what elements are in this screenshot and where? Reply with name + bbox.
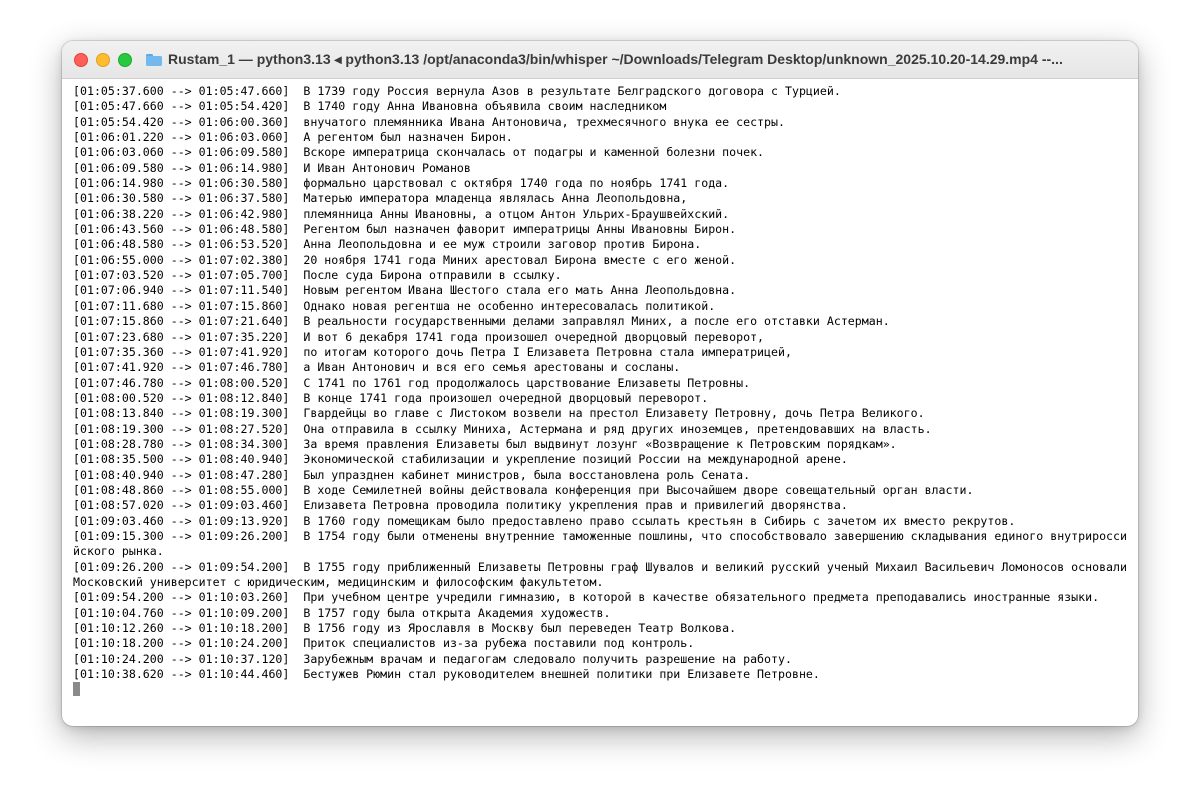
segment-timestamp: [01:10:24.200 --> 01:10:37.120]	[73, 651, 290, 666]
terminal-line	[73, 84, 1130, 99]
terminal-window	[62, 41, 1138, 726]
terminal-line	[73, 130, 1130, 145]
folder-icon	[146, 54, 162, 66]
segment-timestamp: [01:09:26.200 --> 01:09:54.200]	[73, 559, 290, 574]
terminal-line	[73, 529, 1130, 560]
segment-text: формально царствовал с октября 1740 года по ноябрь 1741 года.	[303, 176, 730, 191]
segment-timestamp: [01:09:15.300 --> 01:09:26.200]	[73, 528, 290, 543]
segment-timestamp: [01:08:28.780 --> 01:08:34.300]	[73, 436, 290, 451]
terminal-line	[73, 191, 1130, 206]
terminal-line	[73, 330, 1130, 345]
segment-text: Она отправила в ссылку Миниха, Астермана и ряд других иноземцев, претендовавших на власть.	[303, 421, 932, 436]
segment-text: Вскоре императрица скончалась от подагры и каменной болезни почек.	[303, 145, 765, 160]
segment-timestamp: [01:07:11.680 --> 01:07:15.860]	[73, 298, 290, 313]
segment-text: В 1755 году приближенный Елизаветы Петровны граф Шувалов и великий русский ученый Михаил Васильевич Ломоносов основали Московский университет с юридическим, медицинским и философским факультетом.	[73, 559, 1134, 589]
segment-text: И Иван Антонович Романов	[303, 160, 471, 175]
window-title: Rustam_1 — python3.13 ◂ python3.13 /opt/anaconda3/bin/whisper ~/Downloads/Telegram Desktop/unknown_2025.10.20-14.29.mp4 --...	[168, 51, 1063, 67]
segment-text: 20 ноября 1741 года Миних арестовал Бирона вместе с его женой.	[303, 252, 737, 267]
terminal-line	[73, 222, 1130, 237]
segment-timestamp: [01:10:12.260 --> 01:10:18.200]	[73, 621, 290, 636]
segment-text: Матерью императора младенца являлась Анна Леопольдовна,	[303, 191, 688, 206]
segment-timestamp: [01:08:40.940 --> 01:08:47.280]	[73, 467, 290, 482]
segment-timestamp: [01:08:35.500 --> 01:08:40.940]	[73, 452, 290, 467]
terminal-line	[73, 99, 1130, 114]
terminal-line	[73, 237, 1130, 252]
terminal-line	[73, 652, 1130, 667]
terminal-line	[73, 483, 1130, 498]
terminal-line	[73, 514, 1130, 529]
segment-text: Однако новая регентша не особенно интересовалась политикой.	[303, 298, 716, 313]
terminal-line	[73, 115, 1130, 130]
segment-timestamp: [01:06:03.060 --> 01:06:09.580]	[73, 145, 290, 160]
terminal-line	[73, 468, 1130, 483]
segment-text: В 1739 году Россия вернула Азов в результате Белградского договора с Турцией.	[303, 84, 841, 98]
segment-timestamp: [01:06:43.560 --> 01:06:48.580]	[73, 222, 290, 237]
segment-text: А регентом был назначен Бирон.	[303, 130, 513, 145]
segment-timestamp: [01:06:09.580 --> 01:06:14.980]	[73, 160, 290, 175]
segment-text: Бестужев Рюмин стал руководителем внешней политики при Елизавете Петровне.	[303, 667, 820, 682]
segment-text: В 1757 году была открыта Академия художеств.	[303, 605, 611, 620]
segment-text: В 1754 году были отменены внутренние таможенные пошлины, что способствовало завершению складывания единого внутрироссийского рынка.	[73, 528, 1128, 559]
terminal-line	[73, 621, 1130, 636]
segment-text: Экономической стабилизации и укрепление позиций России на международной арене.	[303, 452, 848, 467]
segment-text: Был упразднен кабинет министров, была восстановлена роль Сената.	[303, 467, 751, 482]
segment-text: по итогам которого дочь Петра I Елизавета Петровна стала императрицей,	[303, 344, 792, 359]
terminal-line	[73, 636, 1130, 651]
close-button[interactable]	[74, 53, 88, 67]
segment-timestamp: [01:06:01.220 --> 01:06:03.060]	[73, 130, 290, 145]
segment-text: В 1756 году из Ярославля в Москву был переведен Театр Волкова.	[303, 621, 737, 636]
terminal-line	[73, 498, 1130, 513]
segment-timestamp: [01:07:41.920 --> 01:07:46.780]	[73, 360, 290, 375]
segment-text: Елизавета Петровна проводила политику укрепления прав и привилегий дворянства.	[303, 498, 848, 513]
terminal-line	[73, 360, 1130, 375]
title-bar[interactable]	[62, 41, 1138, 79]
segment-timestamp: [01:09:03.460 --> 01:09:13.920]	[73, 513, 290, 528]
segment-timestamp: [01:08:13.840 --> 01:08:19.300]	[73, 406, 290, 421]
terminal-line	[73, 314, 1130, 329]
segment-timestamp: [01:06:38.220 --> 01:06:42.980]	[73, 206, 290, 221]
terminal-line	[73, 345, 1130, 360]
segment-timestamp: [01:10:38.620 --> 01:10:44.460]	[73, 667, 290, 682]
terminal-line	[73, 376, 1130, 391]
terminal-line	[73, 253, 1130, 268]
terminal-line	[73, 406, 1130, 421]
segment-text: За время правления Елизаветы был выдвинут лозунг «Возвращение к Петровским порядкам».	[303, 436, 897, 451]
segment-timestamp: [01:07:15.860 --> 01:07:21.640]	[73, 314, 290, 329]
segment-text: внучатого племянника Ивана Антоновича, трехмесячного внука ее сестры.	[303, 114, 785, 129]
terminal-cursor	[73, 682, 80, 696]
terminal-line	[73, 283, 1130, 298]
segment-timestamp: [01:07:35.360 --> 01:07:41.920]	[73, 344, 290, 359]
segment-text: Регентом был назначен фаворит императрицы Анны Ивановны Бирон.	[303, 222, 737, 237]
segment-timestamp: [01:07:46.780 --> 01:08:00.520]	[73, 375, 290, 390]
segment-timestamp: [01:07:06.940 --> 01:07:11.540]	[73, 283, 290, 298]
segment-timestamp: [01:10:04.760 --> 01:10:09.200]	[73, 605, 290, 620]
segment-timestamp: [01:06:14.980 --> 01:06:30.580]	[73, 176, 290, 191]
segment-text: Новым регентом Ивана Шестого стала его мать Анна Леопольдовна.	[303, 283, 737, 298]
segment-timestamp: [01:08:57.020 --> 01:09:03.460]	[73, 498, 290, 513]
window-controls	[74, 53, 132, 67]
zoom-button[interactable]	[118, 53, 132, 67]
segment-timestamp: [01:08:19.300 --> 01:08:27.520]	[73, 421, 290, 436]
segment-text: С 1741 по 1761 год продолжалось царствование Елизаветы Петровны.	[303, 375, 751, 390]
segment-text: а Иван Антонович и вся его семья арестованы и сосланы.	[303, 360, 681, 375]
segment-text: В реальности государственными делами заправлял Миних, а после его отставки Астерман.	[303, 314, 890, 329]
terminal-line	[73, 590, 1130, 605]
terminal-line	[73, 559, 1134, 591]
segment-text: В 1740 году Анна Ивановна объявила своим наследником	[303, 99, 667, 114]
segment-timestamp: [01:05:47.660 --> 01:05:54.420]	[73, 99, 290, 114]
terminal-line	[73, 161, 1130, 176]
terminal-line	[73, 299, 1130, 314]
segment-timestamp: [01:08:48.860 --> 01:08:55.000]	[73, 482, 290, 497]
segment-timestamp: [01:05:54.420 --> 01:06:00.360]	[73, 114, 290, 129]
segment-timestamp: [01:10:18.200 --> 01:10:24.200]	[73, 636, 290, 651]
segment-text: И вот 6 декабря 1741 года произошел очередной дворцовый переворот,	[303, 329, 765, 344]
terminal-line	[73, 207, 1130, 222]
segment-timestamp: [01:06:55.000 --> 01:07:02.380]	[73, 252, 290, 267]
segment-text: После суда Бирона отправили в ссылку.	[303, 268, 562, 283]
segment-timestamp: [01:07:03.520 --> 01:07:05.700]	[73, 268, 290, 283]
segment-text: Гвардейцы во главе с Листоком возвели на престол Елизавету Петровну, дочь Петра Великого.	[303, 406, 925, 421]
segment-text: Зарубежным врачам и педагогам следовало получить разрешение на работу.	[303, 651, 792, 666]
segment-timestamp: [01:06:30.580 --> 01:06:37.580]	[73, 191, 290, 206]
segment-timestamp: [01:05:37.600 --> 01:05:47.660]	[73, 84, 290, 98]
terminal-line	[73, 176, 1130, 191]
segment-timestamp: [01:08:00.520 --> 01:08:12.840]	[73, 390, 290, 405]
segment-text: В ходе Семилетней войны действовала конференция при Высочайшем дворе совещательный орган власти.	[303, 482, 974, 497]
terminal-line	[73, 268, 1130, 283]
terminal-line	[73, 667, 1130, 682]
segment-timestamp: [01:06:48.580 --> 01:06:53.520]	[73, 237, 290, 252]
terminal-line	[73, 606, 1130, 621]
segment-timestamp: [01:09:54.200 --> 01:10:03.260]	[73, 590, 290, 605]
terminal-output[interactable]	[73, 84, 1134, 726]
segment-text: В 1760 году помещикам было предоставлено право ссылать крестьян в Сибирь с зачетом их вместо рекрутов.	[303, 513, 1016, 528]
segment-timestamp: [01:07:23.680 --> 01:07:35.220]	[73, 329, 290, 344]
terminal-line	[73, 145, 1130, 160]
segment-text: В конце 1741 года произошел очередной дворцовый переворот.	[303, 390, 709, 405]
terminal-line	[73, 391, 1130, 406]
minimize-button[interactable]	[96, 53, 110, 67]
segment-text: Анна Леопольдовна и ее муж строили заговор против Бирона.	[303, 237, 702, 252]
segment-text: При учебном центре учредили гимназию, в которой в качестве обязательного предмета преподавались иностранные языки.	[303, 590, 1100, 605]
terminal-line	[73, 437, 1130, 452]
segment-text: племянница Анны Ивановны, а отцом Антон Ульрих-Браушвейхский.	[303, 206, 730, 221]
terminal-line	[73, 452, 1130, 467]
terminal-line	[73, 422, 1130, 437]
segment-text: Приток специалистов из-за рубежа поставили под контроль.	[303, 636, 695, 651]
